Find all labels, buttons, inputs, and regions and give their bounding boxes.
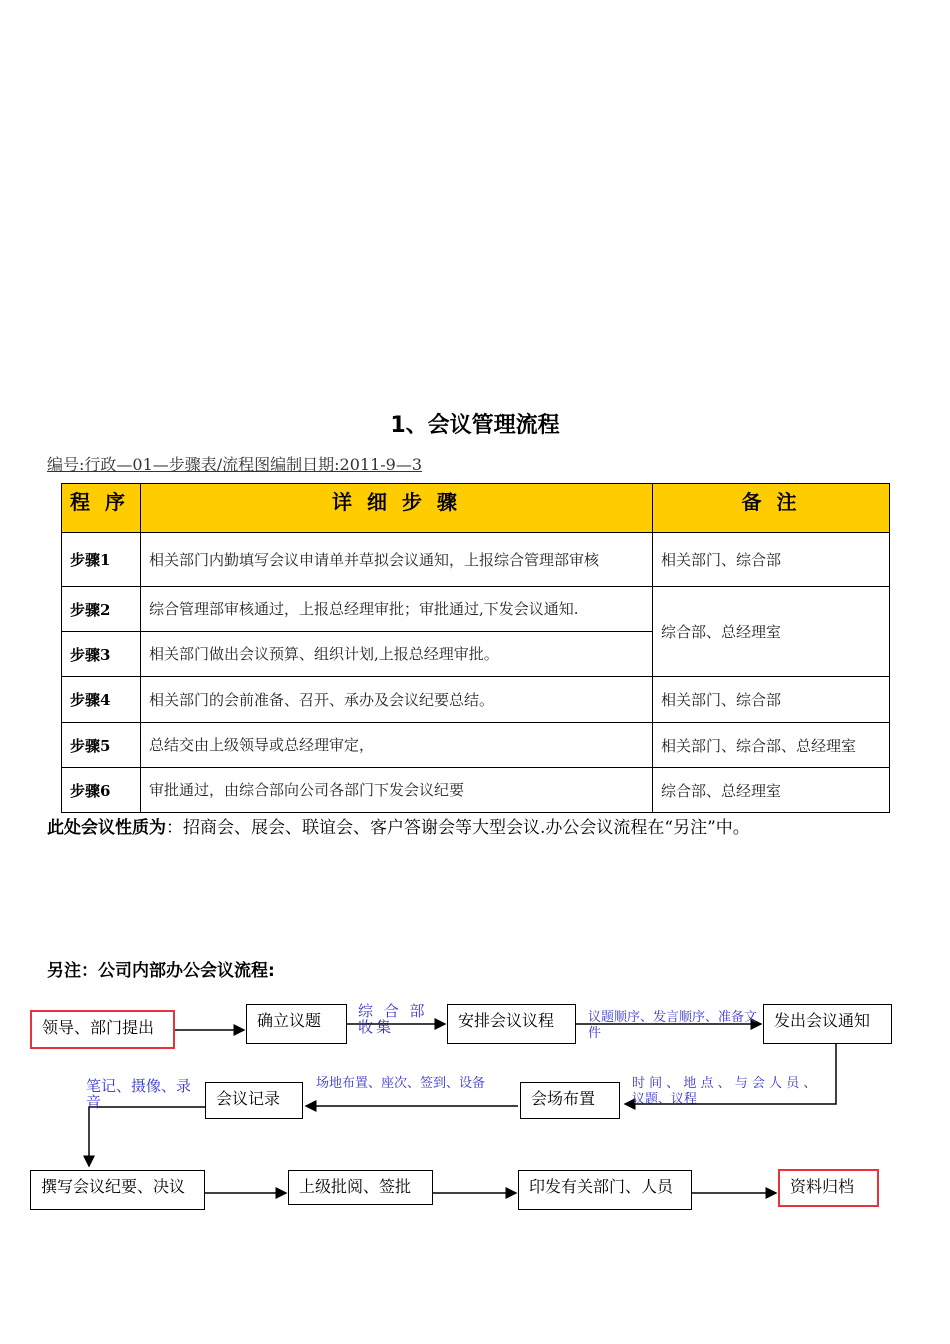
flow-box-send-notice: 发出会议通知 [763, 1004, 892, 1044]
flow-label-collect: 综 合 部 收集 [358, 1002, 428, 1036]
flow-box-archive: 资料归档 [778, 1169, 879, 1207]
flow-label-notice-items: 时 间 、 地 点 、 与 会 人 员 、 议题、议程 [632, 1076, 817, 1107]
step-text: 综合管理部审核通过，上报总经理审批；审批通过,下发会议通知. [141, 587, 653, 632]
step-label: 步骤6 [62, 768, 141, 813]
step-text: 相关部门做出会议预算、组织计划,上报总经理审批。 [141, 632, 653, 677]
flow-box-arrange-agenda: 安排会议议程 [447, 1004, 576, 1044]
step-text: 相关部门的会前准备、召开、承办及会议纪要总结。 [141, 677, 653, 723]
nature-label: 此处会议性质为 [47, 818, 166, 838]
step-note: 相关部门、综合部 [653, 677, 890, 723]
flow-box-write-minutes: 撰写会议纪要、决议 [30, 1170, 205, 1210]
step-note: 综合部、总经理室 [653, 768, 890, 813]
step-text: 相关部门内勤填写会议申请单并草拟会议通知，上报综合管理部审核 [141, 533, 653, 587]
step-label: 步骤1 [62, 533, 141, 587]
step-text: 总结交由上级领导或总经理审定， [141, 723, 653, 768]
flow-box-leader-proposal: 领导、部门提出 [30, 1010, 175, 1049]
flow-box-confirm-topic: 确立议题 [246, 1004, 347, 1044]
step-label: 步骤3 [62, 632, 141, 677]
document-meta: 编号:行政—01—步骤表/流程图编制日期:2011-9—3 [47, 455, 423, 474]
flow-box-venue-setup: 会场布置 [520, 1082, 620, 1119]
step-label: 步骤5 [62, 723, 141, 768]
arrow-b6-b7 [89, 1107, 205, 1166]
extra-note-title: 另注：公司内部办公会议流程: [47, 961, 275, 981]
flow-box-meeting-record: 会议记录 [205, 1082, 303, 1119]
flow-label-record-items: 笔记、摄像、录音 [86, 1077, 192, 1111]
header-note: 备 注 [653, 484, 890, 533]
flow-label-venue-items: 场地布置、座次、签到、设备 [316, 1076, 486, 1091]
step-text: 审批通过，由综合部向公司各部门下发会议纪要 [141, 768, 653, 813]
flow-box-distribute: 印发有关部门、人员 [518, 1170, 692, 1210]
header-detail: 详 细 步 骤 [141, 484, 653, 533]
nature-text: ：招商会、展会、联谊会、客户答谢会等大型会议.办公会议流程在“另注”中。 [166, 818, 750, 838]
step-label: 步骤2 [62, 587, 141, 632]
step-label: 步骤4 [62, 677, 141, 723]
page-title: 1、会议管理流程 [390, 413, 560, 438]
flow-box-superior-approval: 上级批阅、签批 [288, 1170, 433, 1205]
header-procedure: 程 序 [62, 484, 141, 533]
step-note: 相关部门、综合部 [653, 533, 890, 587]
flow-label-agenda-items: 议题顺序、发言顺序、准备文件 [588, 1010, 758, 1041]
step-note: 相关部门、综合部、总经理室 [653, 723, 890, 768]
step-note: 综合部、总经理室 [653, 587, 890, 677]
